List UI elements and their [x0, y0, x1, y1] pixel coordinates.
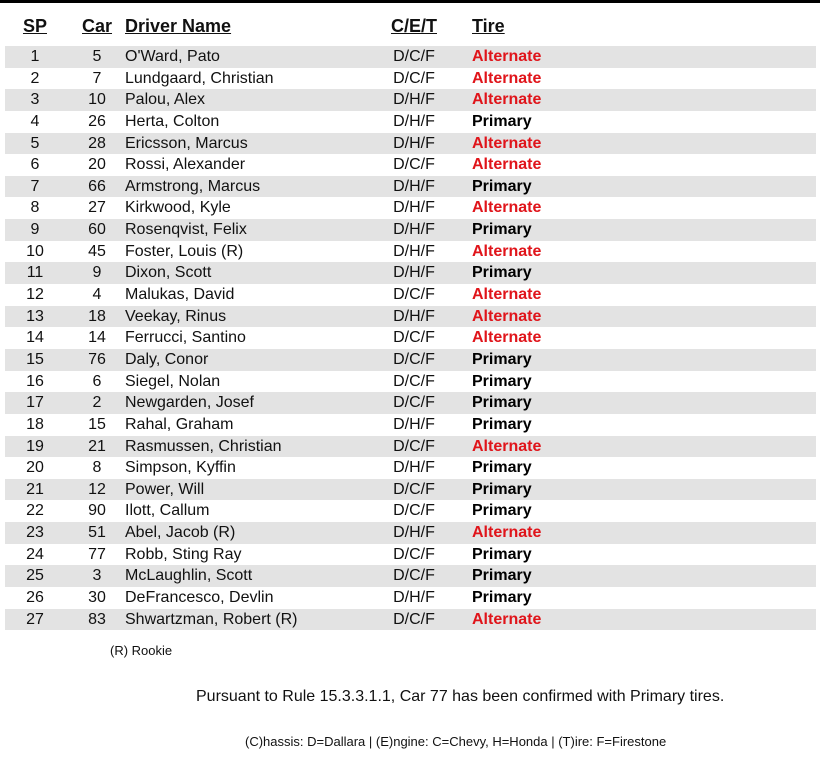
cell-cet: D/H/F: [393, 221, 435, 239]
table-row: [5, 111, 816, 133]
cell-driver: Robb, Sting Ray: [125, 545, 242, 563]
table-row: [5, 522, 816, 544]
table-row: [5, 436, 816, 458]
cell-driver: Ferrucci, Santino: [125, 329, 246, 347]
cell-cet: D/H/F: [393, 91, 435, 109]
cell-tire: Primary: [472, 545, 532, 563]
table-row: [5, 414, 816, 436]
cell-sp: 8: [30, 199, 40, 217]
cell-driver: Rahal, Graham: [125, 415, 234, 433]
cell-tire: Alternate: [472, 199, 542, 217]
cell-driver: Shwartzman, Robert (R): [125, 610, 298, 628]
cell-tire: Alternate: [472, 91, 542, 109]
table-header: [5, 14, 816, 46]
cell-cet: D/H/F: [393, 589, 435, 607]
cell-cet: D/C/F: [393, 610, 435, 628]
table-row: [5, 565, 816, 587]
cell-driver: Veekay, Rinus: [125, 307, 227, 325]
cell-driver: Simpson, Kyffin: [125, 459, 236, 477]
cell-sp: 2: [30, 69, 40, 87]
cell-tire: Primary: [472, 112, 532, 130]
table-row: [5, 544, 816, 566]
cell-car: 20: [88, 156, 106, 174]
cell-tire: Alternate: [472, 524, 542, 542]
cell-tire: Primary: [472, 502, 532, 520]
cell-sp: 5: [30, 134, 40, 152]
cell-sp: 11: [26, 264, 44, 282]
cell-sp: 21: [26, 480, 44, 498]
header-sp: SP: [22, 16, 47, 36]
cell-cet: D/C/F: [393, 372, 435, 390]
cell-car: 28: [88, 134, 106, 152]
cell-driver: Siegel, Nolan: [125, 372, 221, 390]
cell-sp: 27: [26, 610, 44, 628]
cell-tire: Primary: [472, 372, 532, 390]
cell-car: 3: [92, 567, 102, 585]
cell-sp: 15: [26, 350, 44, 368]
cell-tire: Alternate: [472, 134, 542, 152]
cell-tire: Alternate: [472, 610, 542, 628]
header-car: Car: [82, 16, 113, 36]
abbreviation-legend: (C)hassis: D=Dallara | (E)ngine: C=Chevy, H=Honda | (T)ire: F=Firestone: [245, 734, 667, 749]
cell-sp: 1: [30, 48, 40, 65]
cell-sp: 17: [26, 394, 44, 412]
table-row: [5, 89, 816, 111]
cell-cet: D/C/F: [393, 48, 435, 65]
header-cet: C/E/T: [390, 16, 437, 36]
cell-tire: Primary: [472, 589, 532, 607]
table-body: [5, 46, 816, 630]
cell-car: 2: [92, 394, 102, 412]
cell-tire: Primary: [472, 350, 532, 368]
cell-sp: 3: [30, 91, 40, 109]
cell-cet: D/H/F: [393, 307, 435, 325]
cell-driver: DeFrancesco, Devlin: [125, 589, 274, 607]
cell-driver: McLaughlin, Scott: [125, 567, 253, 585]
table-row: [5, 392, 816, 414]
cell-sp: 19: [26, 437, 44, 455]
cell-car: 60: [88, 221, 106, 239]
cell-driver: Daly, Conor: [125, 350, 209, 368]
cell-tire: Alternate: [472, 286, 542, 304]
table-row: [5, 219, 816, 241]
cell-driver: Palou, Alex: [125, 91, 206, 109]
cell-sp: 9: [30, 221, 40, 239]
cell-cet: D/H/F: [393, 199, 435, 217]
table-row: [5, 327, 816, 349]
cell-cet: D/H/F: [393, 242, 435, 260]
cell-car: 14: [88, 329, 106, 347]
cell-car: 6: [92, 372, 102, 390]
header-tire: Tire: [472, 16, 505, 36]
cell-cet: D/C/F: [393, 156, 435, 174]
cell-car: 45: [88, 242, 106, 260]
cell-cet: D/C/F: [393, 567, 435, 585]
cell-cet: D/H/F: [393, 415, 435, 433]
cell-tire: Alternate: [472, 156, 542, 174]
cell-sp: 20: [26, 459, 44, 477]
cell-car: 7: [92, 69, 102, 87]
cell-cet: D/H/F: [393, 177, 435, 195]
cell-cet: D/H/F: [393, 112, 435, 130]
cell-sp: 4: [30, 112, 40, 130]
tire-notice: Pursuant to Rule 15.3.3.1.1, Car 77 has been confirmed with Primary tires.: [196, 688, 725, 705]
cell-sp: 22: [26, 502, 44, 520]
cell-sp: 23: [26, 524, 44, 542]
cell-driver: O'Ward, Pato: [125, 48, 220, 65]
cell-cet: D/C/F: [393, 350, 435, 368]
cell-cet: D/C/F: [393, 329, 435, 347]
table-row: [5, 241, 816, 263]
table-row: [5, 349, 816, 371]
cell-sp: 24: [26, 545, 44, 563]
top-border: [0, 0, 820, 3]
cell-sp: 25: [26, 567, 44, 585]
header-driver: Driver Name: [125, 16, 232, 36]
cell-cet: D/H/F: [393, 524, 435, 542]
cell-car: 76: [88, 350, 106, 368]
cell-driver: Newgarden, Josef: [125, 394, 254, 412]
cell-cet: D/C/F: [393, 69, 435, 87]
cell-driver: Rosenqvist, Felix: [125, 221, 247, 239]
cell-tire: Alternate: [472, 329, 542, 347]
cell-sp: 16: [26, 372, 44, 390]
cell-sp: 7: [30, 177, 40, 195]
cell-tire: Alternate: [472, 437, 542, 455]
cell-car: 77: [88, 545, 106, 563]
cell-cet: D/C/F: [393, 502, 435, 520]
cell-driver: Foster, Louis (R): [125, 242, 244, 260]
cell-sp: 26: [26, 589, 44, 607]
table-row: [5, 68, 816, 90]
cell-car: 4: [92, 286, 102, 304]
table-row: [5, 154, 816, 176]
table-row: [5, 284, 816, 306]
cell-tire: Primary: [472, 264, 532, 282]
cell-driver: Abel, Jacob (R): [125, 524, 236, 542]
cell-tire: Primary: [472, 394, 532, 412]
table-row: [5, 46, 816, 68]
cell-sp: 14: [26, 329, 44, 347]
cell-car: 12: [88, 480, 106, 498]
cell-car: 10: [88, 91, 106, 109]
cell-car: 18: [88, 307, 106, 325]
cell-tire: Alternate: [472, 48, 542, 65]
cell-cet: D/H/F: [393, 264, 435, 282]
cell-cet: D/C/F: [393, 394, 435, 412]
cell-car: 15: [88, 415, 106, 433]
cell-tire: Alternate: [472, 242, 542, 260]
cell-tire: Primary: [472, 480, 532, 498]
cell-tire: Alternate: [472, 69, 542, 87]
cell-tire: Primary: [472, 459, 532, 477]
cell-car: 66: [88, 177, 106, 195]
cell-cet: D/C/F: [393, 480, 435, 498]
cell-tire: Primary: [472, 177, 532, 195]
cell-driver: Power, Will: [125, 480, 205, 498]
cell-driver: Ericsson, Marcus: [125, 134, 248, 152]
table-row: [5, 262, 816, 284]
cell-sp: 18: [26, 415, 44, 433]
cell-driver: Kirkwood, Kyle: [125, 199, 231, 217]
table-row: [5, 133, 816, 155]
cell-car: 30: [88, 589, 106, 607]
table-row: [5, 197, 816, 219]
table-row: [5, 479, 816, 501]
cell-driver: Rossi, Alexander: [125, 156, 246, 174]
cell-sp: 12: [26, 286, 44, 304]
cell-tire: Primary: [472, 567, 532, 585]
table-row: [5, 609, 816, 631]
cell-cet: D/H/F: [393, 134, 435, 152]
cell-cet: D/C/F: [393, 545, 435, 563]
cell-tire: Alternate: [472, 307, 542, 325]
cell-driver: Armstrong, Marcus: [125, 177, 261, 195]
cell-car: 83: [88, 610, 106, 628]
cell-car: 51: [88, 524, 106, 542]
table-row: [5, 457, 816, 479]
cell-car: 9: [92, 264, 102, 282]
table-row: [5, 500, 816, 522]
table-row: [5, 176, 816, 198]
table-row: [5, 587, 816, 609]
starting-grid-table: [5, 14, 816, 630]
cell-car: 27: [88, 199, 106, 217]
cell-sp: 6: [30, 156, 40, 174]
cell-cet: D/C/F: [393, 286, 435, 304]
cell-driver: Malukas, David: [125, 286, 235, 304]
table-row: [5, 371, 816, 393]
cell-cet: D/C/F: [393, 437, 435, 455]
cell-driver: Herta, Colton: [125, 112, 220, 130]
cell-tire: Primary: [472, 415, 532, 433]
cell-driver: Dixon, Scott: [125, 264, 212, 282]
rookie-footnote: (R) Rookie: [110, 643, 173, 658]
cell-sp: 10: [26, 242, 44, 260]
table-row: [5, 306, 816, 328]
cell-driver: Rasmussen, Christian: [125, 437, 282, 455]
cell-car: 90: [88, 502, 106, 520]
cell-cet: D/H/F: [393, 459, 435, 477]
cell-car: 26: [88, 112, 106, 130]
cell-car: 5: [92, 48, 102, 65]
cell-car: 21: [88, 437, 106, 455]
cell-car: 8: [92, 459, 102, 477]
cell-driver: Ilott, Callum: [125, 502, 210, 520]
cell-sp: 13: [26, 307, 44, 325]
cell-driver: Lundgaard, Christian: [125, 69, 274, 87]
cell-tire: Primary: [472, 221, 532, 239]
